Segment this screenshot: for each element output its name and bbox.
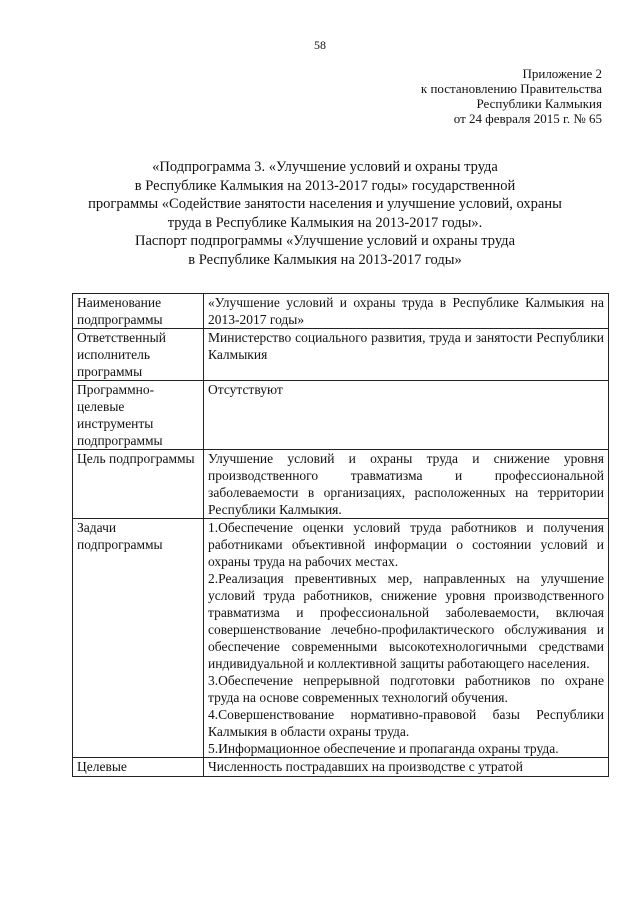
heading-line: программы «Содействие занятости населения и улучшение условий, охраны: [88, 196, 562, 212]
passport-table: [72, 293, 609, 777]
row-label: Ответственный исполнитель программы: [73, 329, 204, 381]
task-item: 3.Обеспечение непрерывной подготовки работников по охране труда на основе современных технологий обучения.: [208, 673, 604, 705]
row-value-tasks: [204, 519, 609, 758]
document-heading: [80, 158, 570, 269]
table-row-instruments: [73, 381, 609, 450]
table-row-tasks: [73, 519, 609, 758]
passport-title-line: Паспорт подпрограммы «Улучшение условий и охраны труда: [134, 233, 516, 249]
row-label: Программно-целевые инструменты подпрограммы: [73, 381, 204, 450]
appendix-line: Республики Калмыкия: [476, 96, 602, 111]
appendix-line: к постановлению Правительства: [420, 81, 602, 96]
table-row-targets: [73, 758, 609, 777]
passport-title-line: в Республике Калмыкия на 2013-2017 годы»: [188, 251, 462, 268]
row-value: Министерство социального развития, труда и занятости Республики Калмыкия: [204, 329, 609, 381]
row-label: Наименование подпрограммы: [73, 294, 204, 329]
table-row-executor: [73, 329, 609, 381]
heading-line: в Республике Калмыкия на 2013-2017 годы» государственной: [134, 177, 516, 194]
row-value: Отсутствуют: [204, 381, 609, 450]
task-item: 5.Информационное обеспечение и пропаганда охраны труда.: [208, 741, 559, 756]
appendix-reference: [302, 66, 602, 126]
heading-line: труда в Республике Калмыкия на 2013-2017 годы».: [167, 214, 483, 231]
task-item: 4.Совершенствование нормативно-правовой базы Республики Калмыкия в области охраны труда.: [208, 707, 604, 739]
appendix-line: Приложение 2: [522, 66, 602, 81]
task-item: 1.Обеспечение оценки условий труда работников и получения работниками объективной информации о состоянии условий и охраны труда на рабочих местах.: [208, 520, 604, 569]
heading-line: «Подпрограмма 3. «Улучшение условий и охраны труда: [152, 159, 498, 175]
row-label: Задачи подпрограммы: [73, 519, 204, 758]
task-item: 2.Реализация превентивных мер, направленных на улучшение условий труда работников, снижение уровня производственного травматизма и профессиональной заболеваемости, включая совершенствование лечебно-профилактического обслуживания и обеспечение современными высокотехнологичными средствами индивидуальной и коллективной защиты работающего населения.: [208, 571, 604, 671]
row-value: «Улучшение условий и охраны труда в Республике Калмыкия на 2013-2017 годы»: [204, 294, 609, 329]
row-label: Цель подпрограммы: [73, 450, 204, 519]
row-value: Численность пострадавших на производстве с утратой: [204, 758, 609, 777]
page-number: 58: [314, 38, 326, 52]
table-row-name: [73, 294, 609, 329]
table-row-goal: [73, 450, 609, 519]
row-label: Целевые: [73, 758, 204, 777]
row-value: Улучшение условий и охраны труда и снижение уровня производственного травматизма и профессиональной заболеваемости в организациях, расположенных на территории Республики Калмыкия.: [204, 450, 609, 519]
appendix-date-line: от 24 февраля 2015 г. № 65: [453, 111, 602, 126]
